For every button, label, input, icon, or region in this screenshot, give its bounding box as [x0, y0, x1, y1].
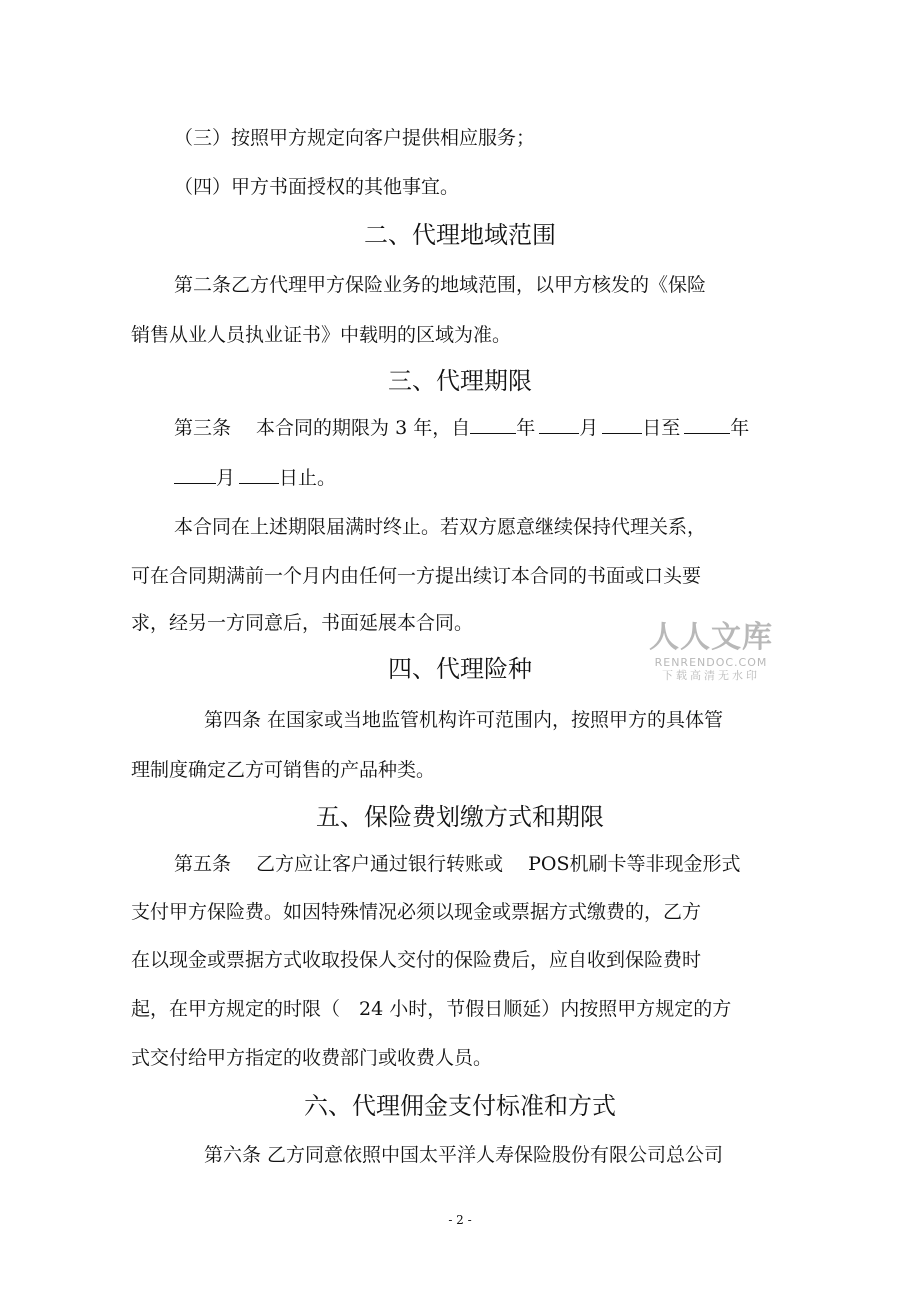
article-4-line-1: 第四条 在国家或当地监管机构许可范围内，按照甲方的具体管 — [204, 709, 724, 731]
month-label: 月 — [579, 417, 599, 439]
article-5-line-4: 起，在甲方规定的时限（ 24 小时，节假日顺延）内按照甲方规定的方 — [131, 998, 732, 1020]
article-3-text: 第三条 本合同的期限为 3 年，自 — [174, 417, 471, 439]
section-heading-3: 三、代理期限 — [388, 367, 532, 395]
article-3-line-1 — [174, 414, 749, 442]
day-end-label: 日止。 — [279, 467, 337, 489]
start-day-blank — [602, 415, 642, 434]
end-month-blank — [174, 465, 216, 484]
article-5-line-3: 在以现金或票据方式收取投保人交付的保险费后，应自收到保险费时 — [131, 949, 702, 971]
article-2-line-1: 第二条乙方代理甲方保险业务的地域范围，以甲方核发的《保险 — [174, 274, 707, 296]
watermark-title: 人人文库 — [649, 620, 773, 655]
article-2-line-2: 销售从业人员执业证书》中载明的区域为准。 — [131, 324, 512, 346]
section-heading-6: 六、代理佣金支付标准和方式 — [304, 1092, 616, 1120]
day-to-label: 日至 — [642, 417, 681, 439]
article-3-para-2-line-2: 可在合同期满前一个月内由任何一方提出续订本合同的书面或口头要 — [131, 565, 702, 587]
article-3-para-2-line-1: 本合同在上述期限届满时终止。若双方愿意继续保持代理关系， — [174, 516, 707, 538]
start-month-blank — [539, 415, 579, 434]
section-heading-4: 四、代理险种 — [388, 655, 532, 683]
month-label-2: 月 — [216, 467, 236, 489]
start-year-blank — [470, 415, 516, 434]
article-3-para-2-line-3: 求，经另一方同意后，书面延展本合同。 — [131, 612, 474, 634]
article-3-line-2 — [174, 464, 336, 492]
section-heading-5: 五、保险费划缴方式和期限 — [316, 803, 604, 831]
end-day-blank — [239, 465, 279, 484]
clause-item-3: （三）按照甲方规定向客户提供相应服务； — [174, 127, 536, 149]
article-5-line-1: 第五条 乙方应让客户通过银行转账或 POS机刷卡等非现金形式 — [174, 853, 741, 875]
article-5-line-5: 式交付给甲方指定的收费部门或收费人员。 — [131, 1047, 493, 1069]
article-6-line-1: 第六条 乙方同意依照中国太平洋人寿保险股份有限公司总公司 — [204, 1144, 724, 1166]
page-number: - 2 - — [448, 1213, 472, 1227]
year-label-2: 年 — [730, 417, 750, 439]
watermark-subtitle: 下载高清无水印 — [662, 669, 760, 682]
article-4-line-2: 理制度确定乙方可销售的产品种类。 — [131, 759, 436, 781]
watermark-url: RENRENDOC.COM — [654, 656, 768, 669]
article-5-line-2: 支付甲方保险费。如因特殊情况必须以现金或票据方式缴费的，乙方 — [131, 901, 702, 923]
section-heading-2: 二、代理地域范围 — [364, 221, 556, 249]
year-label: 年 — [516, 417, 536, 439]
clause-item-4: （四）甲方书面授权的其他事宜。 — [174, 176, 460, 198]
end-year-blank — [684, 415, 730, 434]
